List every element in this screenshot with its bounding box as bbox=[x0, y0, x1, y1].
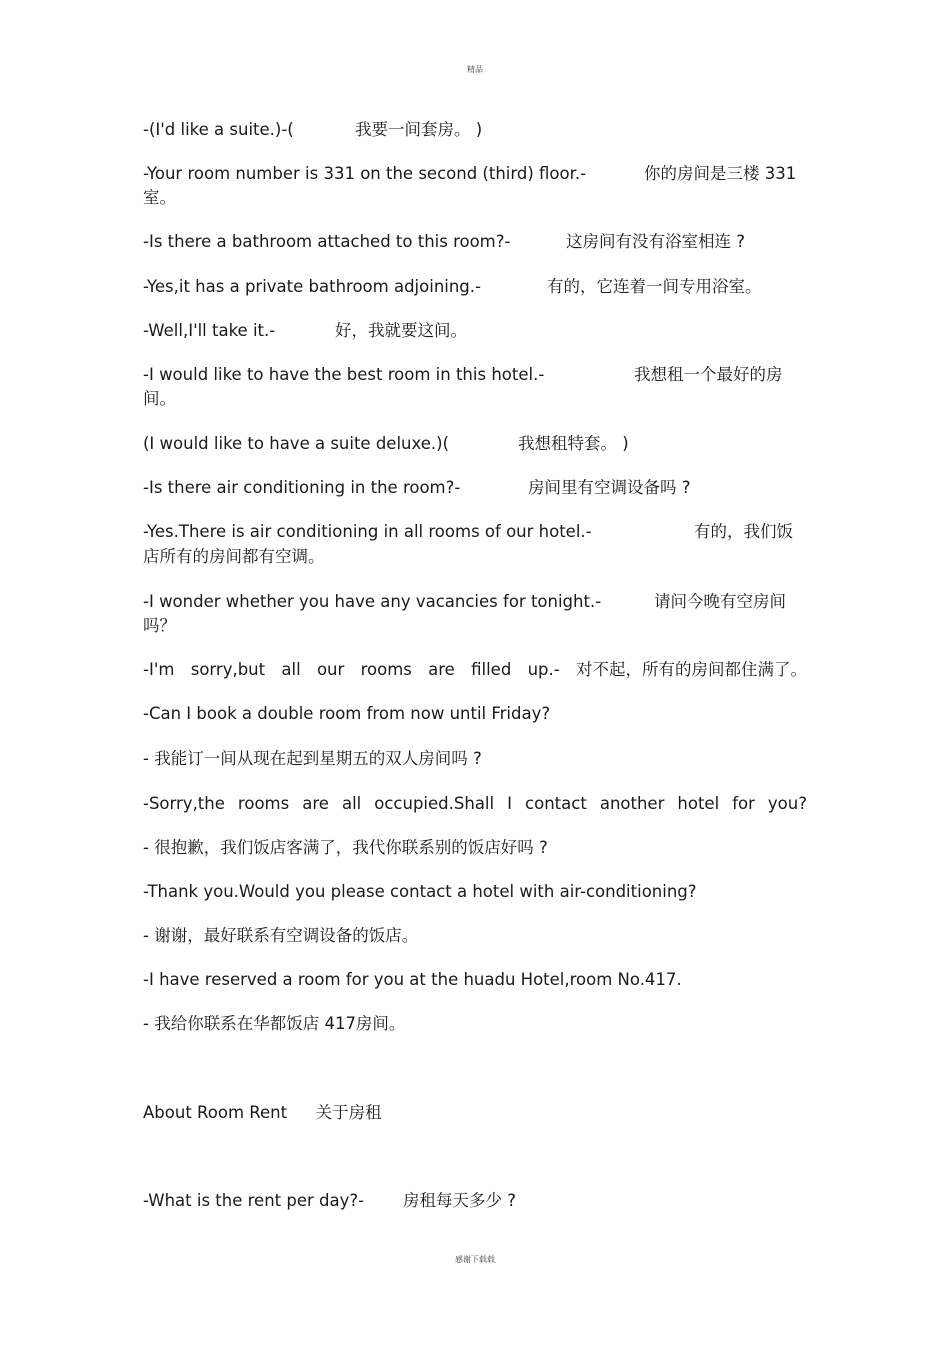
chinese-text: 对不起，所有的房间都住满了。 bbox=[576, 660, 807, 679]
word: up.- bbox=[527, 660, 560, 679]
word: you? bbox=[767, 794, 807, 813]
english-text: (I would like to have a suite deluxe.)( bbox=[143, 434, 450, 453]
section-title-en: About Room Rent bbox=[143, 1103, 288, 1122]
dialogue-line-justified bbox=[143, 792, 807, 816]
word: contact bbox=[525, 794, 587, 813]
word: another bbox=[599, 794, 665, 813]
english-text: -Is there a bathroom attached to this room?- bbox=[143, 232, 511, 251]
dialogue-line-justified bbox=[143, 658, 807, 682]
word: occupied.Shall bbox=[374, 794, 495, 813]
english-text: -Yes.There is air conditioning in all rooms of our hotel.- bbox=[143, 522, 592, 541]
chinese-text: 间。 bbox=[143, 389, 176, 408]
chinese-text: 你的房间是三楼 331 bbox=[644, 164, 797, 183]
word: rooms bbox=[360, 660, 412, 679]
word: -Sorry,the bbox=[143, 794, 225, 813]
word: our bbox=[316, 660, 345, 679]
english-text: -I would like to have the best room in this hotel.- bbox=[143, 365, 545, 384]
english-text: -I wonder whether you have any vacancies for tonight.- bbox=[143, 592, 602, 611]
dialogue-line-continued bbox=[143, 387, 811, 411]
dialogue-line bbox=[143, 363, 811, 387]
dialogue-line bbox=[143, 275, 811, 299]
dialogue-line bbox=[143, 230, 811, 254]
dialogue-line-continued bbox=[143, 545, 811, 569]
dialogue-line bbox=[143, 1012, 811, 1036]
chinese-text: - 我能订一间从现在起到星期五的双人房间吗 ? bbox=[143, 749, 482, 768]
word: rooms bbox=[237, 794, 290, 813]
dialogue-line bbox=[143, 319, 811, 343]
chinese-text: 我想租一个最好的房 bbox=[634, 365, 783, 384]
word: for bbox=[732, 794, 755, 813]
dialogue-line bbox=[143, 520, 811, 544]
dialogue-line bbox=[143, 836, 811, 860]
word: hotel bbox=[677, 794, 720, 813]
english-text: -Well,I'll take it.- bbox=[143, 321, 276, 340]
dialogue-line bbox=[143, 924, 811, 948]
dialogue-line bbox=[143, 590, 811, 614]
word: are bbox=[428, 660, 455, 679]
english-text: -What is the rent per day?- bbox=[143, 1191, 365, 1210]
chinese-text: 请问今晚有空房间 bbox=[654, 592, 786, 611]
dialogue-line bbox=[143, 747, 811, 771]
page-footer: 感谢下载载 bbox=[455, 1255, 495, 1264]
dialogue-line bbox=[143, 476, 811, 500]
dialogue-line bbox=[143, 432, 811, 456]
english-text: -Is there air conditioning in the room?- bbox=[143, 478, 461, 497]
word: all bbox=[281, 660, 301, 679]
english-text: -Yes,it has a private bathroom adjoining.- bbox=[143, 277, 481, 296]
chinese-text: 吗？ bbox=[143, 616, 176, 635]
chinese-text: 店所有的房间都有空调。 bbox=[143, 547, 325, 566]
dialogue-line-continued bbox=[143, 186, 811, 210]
section-heading bbox=[143, 1101, 382, 1125]
chinese-text: 有的，它连着一间专用浴室。 bbox=[547, 277, 762, 296]
chinese-text: 房间里有空调设备吗 ? bbox=[528, 478, 691, 497]
english-text: -Can I book a double room from now until Friday? bbox=[143, 704, 551, 723]
word: filled bbox=[471, 660, 512, 679]
dialogue-line bbox=[143, 1189, 811, 1213]
section-title-zh: 关于房租 bbox=[315, 1103, 382, 1122]
chinese-text: 我要一间套房。 ) bbox=[355, 120, 483, 139]
chinese-text: - 谢谢，最好联系有空调设备的饭店。 bbox=[143, 926, 419, 945]
english-text: -I have reserved a room for you at the huadu Hotel,room No.417. bbox=[143, 970, 682, 989]
chinese-text: 有的，我们饭 bbox=[694, 522, 793, 541]
dialogue-line bbox=[143, 118, 811, 142]
chinese-text: 这房间有没有浴室相连 ? bbox=[566, 232, 746, 251]
dialogue-line-continued bbox=[143, 614, 811, 638]
dialogue-line bbox=[143, 162, 811, 186]
word: are bbox=[302, 794, 329, 813]
chinese-text: - 我给你联系在华都饭店 417房间。 bbox=[143, 1014, 406, 1033]
word: I bbox=[507, 794, 513, 813]
dialogue-line bbox=[143, 702, 811, 726]
english-text: -Your room number is 331 on the second (third) floor.- bbox=[143, 164, 587, 183]
dialogue-line bbox=[143, 880, 811, 904]
word: all bbox=[341, 794, 362, 813]
chinese-text: 室。 bbox=[143, 188, 176, 207]
chinese-text: - 很抱歉，我们饭店客满了，我代你联系别的饭店好吗 ? bbox=[143, 838, 548, 857]
chinese-text: 好，我就要这间。 bbox=[335, 321, 467, 340]
chinese-text: 我想租特套。 ) bbox=[518, 434, 629, 453]
page-header: 精品 bbox=[467, 65, 483, 74]
word: sorry,but bbox=[190, 660, 266, 679]
word: -I'm bbox=[143, 660, 175, 679]
english-text: -(I'd like a suite.)-( bbox=[143, 120, 294, 139]
chinese-text: 房租每天多少 ? bbox=[403, 1191, 517, 1210]
english-text: -Thank you.Would you please contact a hotel with air-conditioning? bbox=[143, 882, 697, 901]
dialogue-line bbox=[143, 968, 811, 992]
